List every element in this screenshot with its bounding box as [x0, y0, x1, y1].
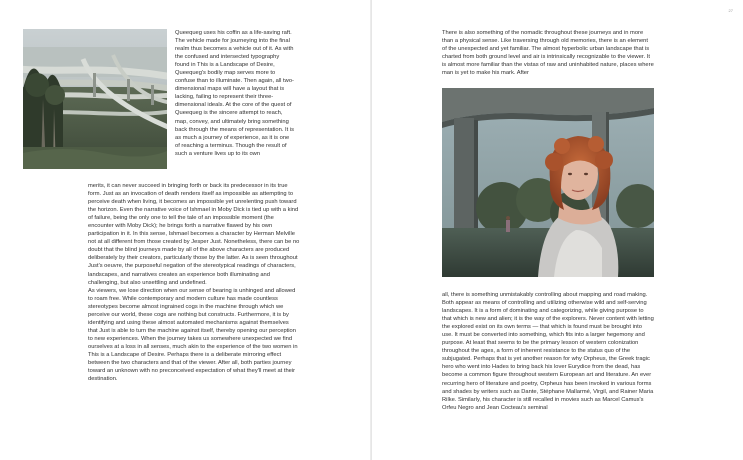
- left-body-paragraph-1: merits, it can never succeed in bringing forth or back its predecessor in its true form. Just as an invocation of death renders itself as impossible as attempting to perceive death when living, it becomes an impossible yet unrelenting push toward the horizon. Even the narrative voice of Ishmael in Moby Dick is tied up with a kind of failure, being the only one to tell the tale of an impossible moment (the encounter with Moby Dick); he brings forth a narrative flawed by his own participation in it. In this sense, Ishmael becomes a character by Herman Melville not at all different from those created by Jesper Just. Nonetheless, there can be no doubt that the blind journeys made by all of the above characters are produced deliberately by their creators, particularly those by the latter. As is seen throughout Just's oeuvre, the purposeful negation of the stereotypical readings of characters, landscapes, and narratives creates an experience both illuminating and challenging, but also unsettling and undefined.: [88, 183, 300, 286]
- portrait-illustration: [442, 88, 654, 277]
- left-body-column: [88, 182, 300, 383]
- right-bottom-column: [442, 291, 654, 412]
- page-number: 27: [728, 8, 733, 13]
- left-page: [0, 0, 371, 460]
- right-page: [372, 0, 743, 460]
- right-top-column: [442, 29, 654, 77]
- left-top-paragraph: Queequeg uses his coffin as a life-saving raft. The vehicle made for journeying into the final realm thus becomes a vehicle out of it. As with the confused and intersected typography found in This is a Landscape of Desire, Queequeg's bodily map serves more to confuse than to illuminate. Then again, all two-dimensional maps will have a layout that is lacking, failing to represent their three-dimensional ideals. At the core of the quest of Queequeg is the sincere attempt to reach, map, convey, and ultimately bring something back through the means of representation. It is as much a journey of experience, as it is one of reaching a terminus. Though the result of such a venture lives up to its own: [175, 30, 295, 157]
- highway-illustration: [23, 29, 167, 169]
- left-body-paragraph-2: As viewers, we lose direction when our sense of bearing is unhinged and allowed to roam free. While contemporary and modern culture has made countless stereotypes become almost ingrained cogs in the machine through which we perceive our world, these cogs are nothing but constructs. Furthermore, it is by identifying and using these almost automated mechanisms against themselves that Just is able to turn the machine against itself, thereby opening our perception to new experiences. When the journey takes us somewhere unexpected we find ourselves at a loss in all senses, much akin to the experience of the two women in This is a Landscape of Desire. Perhaps there is a deliberate mirroring effect between the two characters and that of the viewer. After all, both parties journey toward an unknown with no preconceived expectation of what they'll meet at their destination.: [88, 287, 298, 383]
- right-top-paragraph: There is also something of the nomadic throughout these journeys and in more than a physical sense. Like traversing through old memories, there is an element of the unexpected and yet familiar. The almost hyperbolic urban landscape that is charted from both ground level and air is intrinsically recognizable to the viewer. It is almost more familiar than the vistas of raw and uninhabited nature, places where man is yet to make his mark. After: [442, 30, 654, 77]
- right-bottom-paragraph: all, there is something unmistakably controlling about mapping and road making. Both appear as means of controlling and utilizing otherwise wild and self-serving landscapes. It is a form of dominating and categorizing, while giving purpose to that which is new and alien; it is the way of the explorers. Never content with letting the explored exist on its own terms — that which is found must be brought into use. It must be converted into something, which fits into a larger hegemony and purpose. At least that seems to be the primary lesson of western colonization throughout the ages, a form of inherent resistance to the status quo of the subjugated. Perhaps that is yet another reason for why Orpheus, the Greek tragic hero who went into Hades to bring back his lover Eurydice from the dead, has become a common figure throughout western European art and literature. An ever recurring hero of literature and poetry, Orpheus has been invoked in various forms and shades by writers such as Dante, Stéphane Mallarmé, Virgil, and Rainer Maria Rilke. Similarly, his character is still recalled in movies such as Marcel Camus's Orfeu Negro and Jean Cocteau's seminal: [442, 292, 654, 411]
- left-top-column: [175, 29, 295, 158]
- highway-photo: [23, 29, 167, 169]
- portrait-photo: [442, 88, 654, 277]
